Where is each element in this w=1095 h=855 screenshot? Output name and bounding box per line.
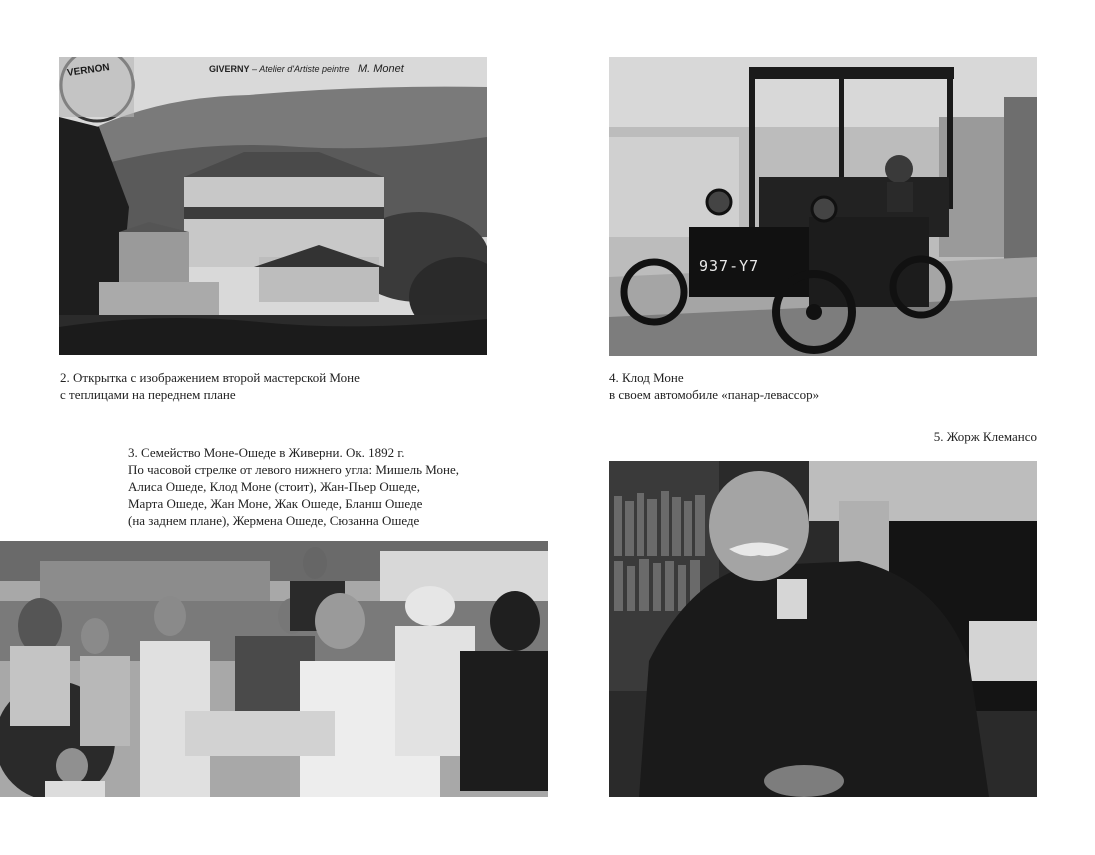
postcard-header: GIVERNY – Atelier d'Artiste peintre M. Monet xyxy=(209,63,404,75)
caption-monet-car xyxy=(609,369,819,403)
caption-line: 2. Открытка с изображением второй мастерской Моне xyxy=(60,370,360,385)
caption-line: (на заднем плане), Жермена Ошеде, Сюзанна Ошеде xyxy=(128,513,420,528)
caption-line: 5. Жорж Клемансо xyxy=(933,429,1037,444)
caption-line: Марта Ошеде, Жан Моне, Жак Ошеде, Бланш Ошеде xyxy=(128,496,423,511)
caption-line: 4. Клод Моне xyxy=(609,370,684,385)
photo-clemenceau xyxy=(609,461,1037,797)
caption-clemenceau xyxy=(870,428,1037,445)
photo-monet-hoschede-family xyxy=(0,541,548,797)
caption-family xyxy=(128,444,459,529)
postcard-handwriting: M. Monet xyxy=(357,63,404,75)
caption-line: с теплицами на переднем плане xyxy=(60,387,236,402)
caption-line: Алиса Ошеде, Клод Моне (стоит), Жан-Пьер Ошеде, xyxy=(128,479,420,494)
photo-postcard-studio xyxy=(59,57,487,355)
caption-line: По часовой стрелке от левого нижнего угла: Мишель Моне, xyxy=(128,462,460,477)
caption-postcard xyxy=(60,369,360,403)
photo-monet-car xyxy=(609,57,1037,356)
license-plate: 937-Y7 xyxy=(699,257,760,275)
caption-line: 3. Семейство Моне-Ошеде в Живерни. Ок. 1892 г. xyxy=(128,445,405,460)
caption-line: в своем автомобиле «панар-левассор» xyxy=(609,387,820,402)
postcard-stamp: VERNON xyxy=(66,62,111,79)
